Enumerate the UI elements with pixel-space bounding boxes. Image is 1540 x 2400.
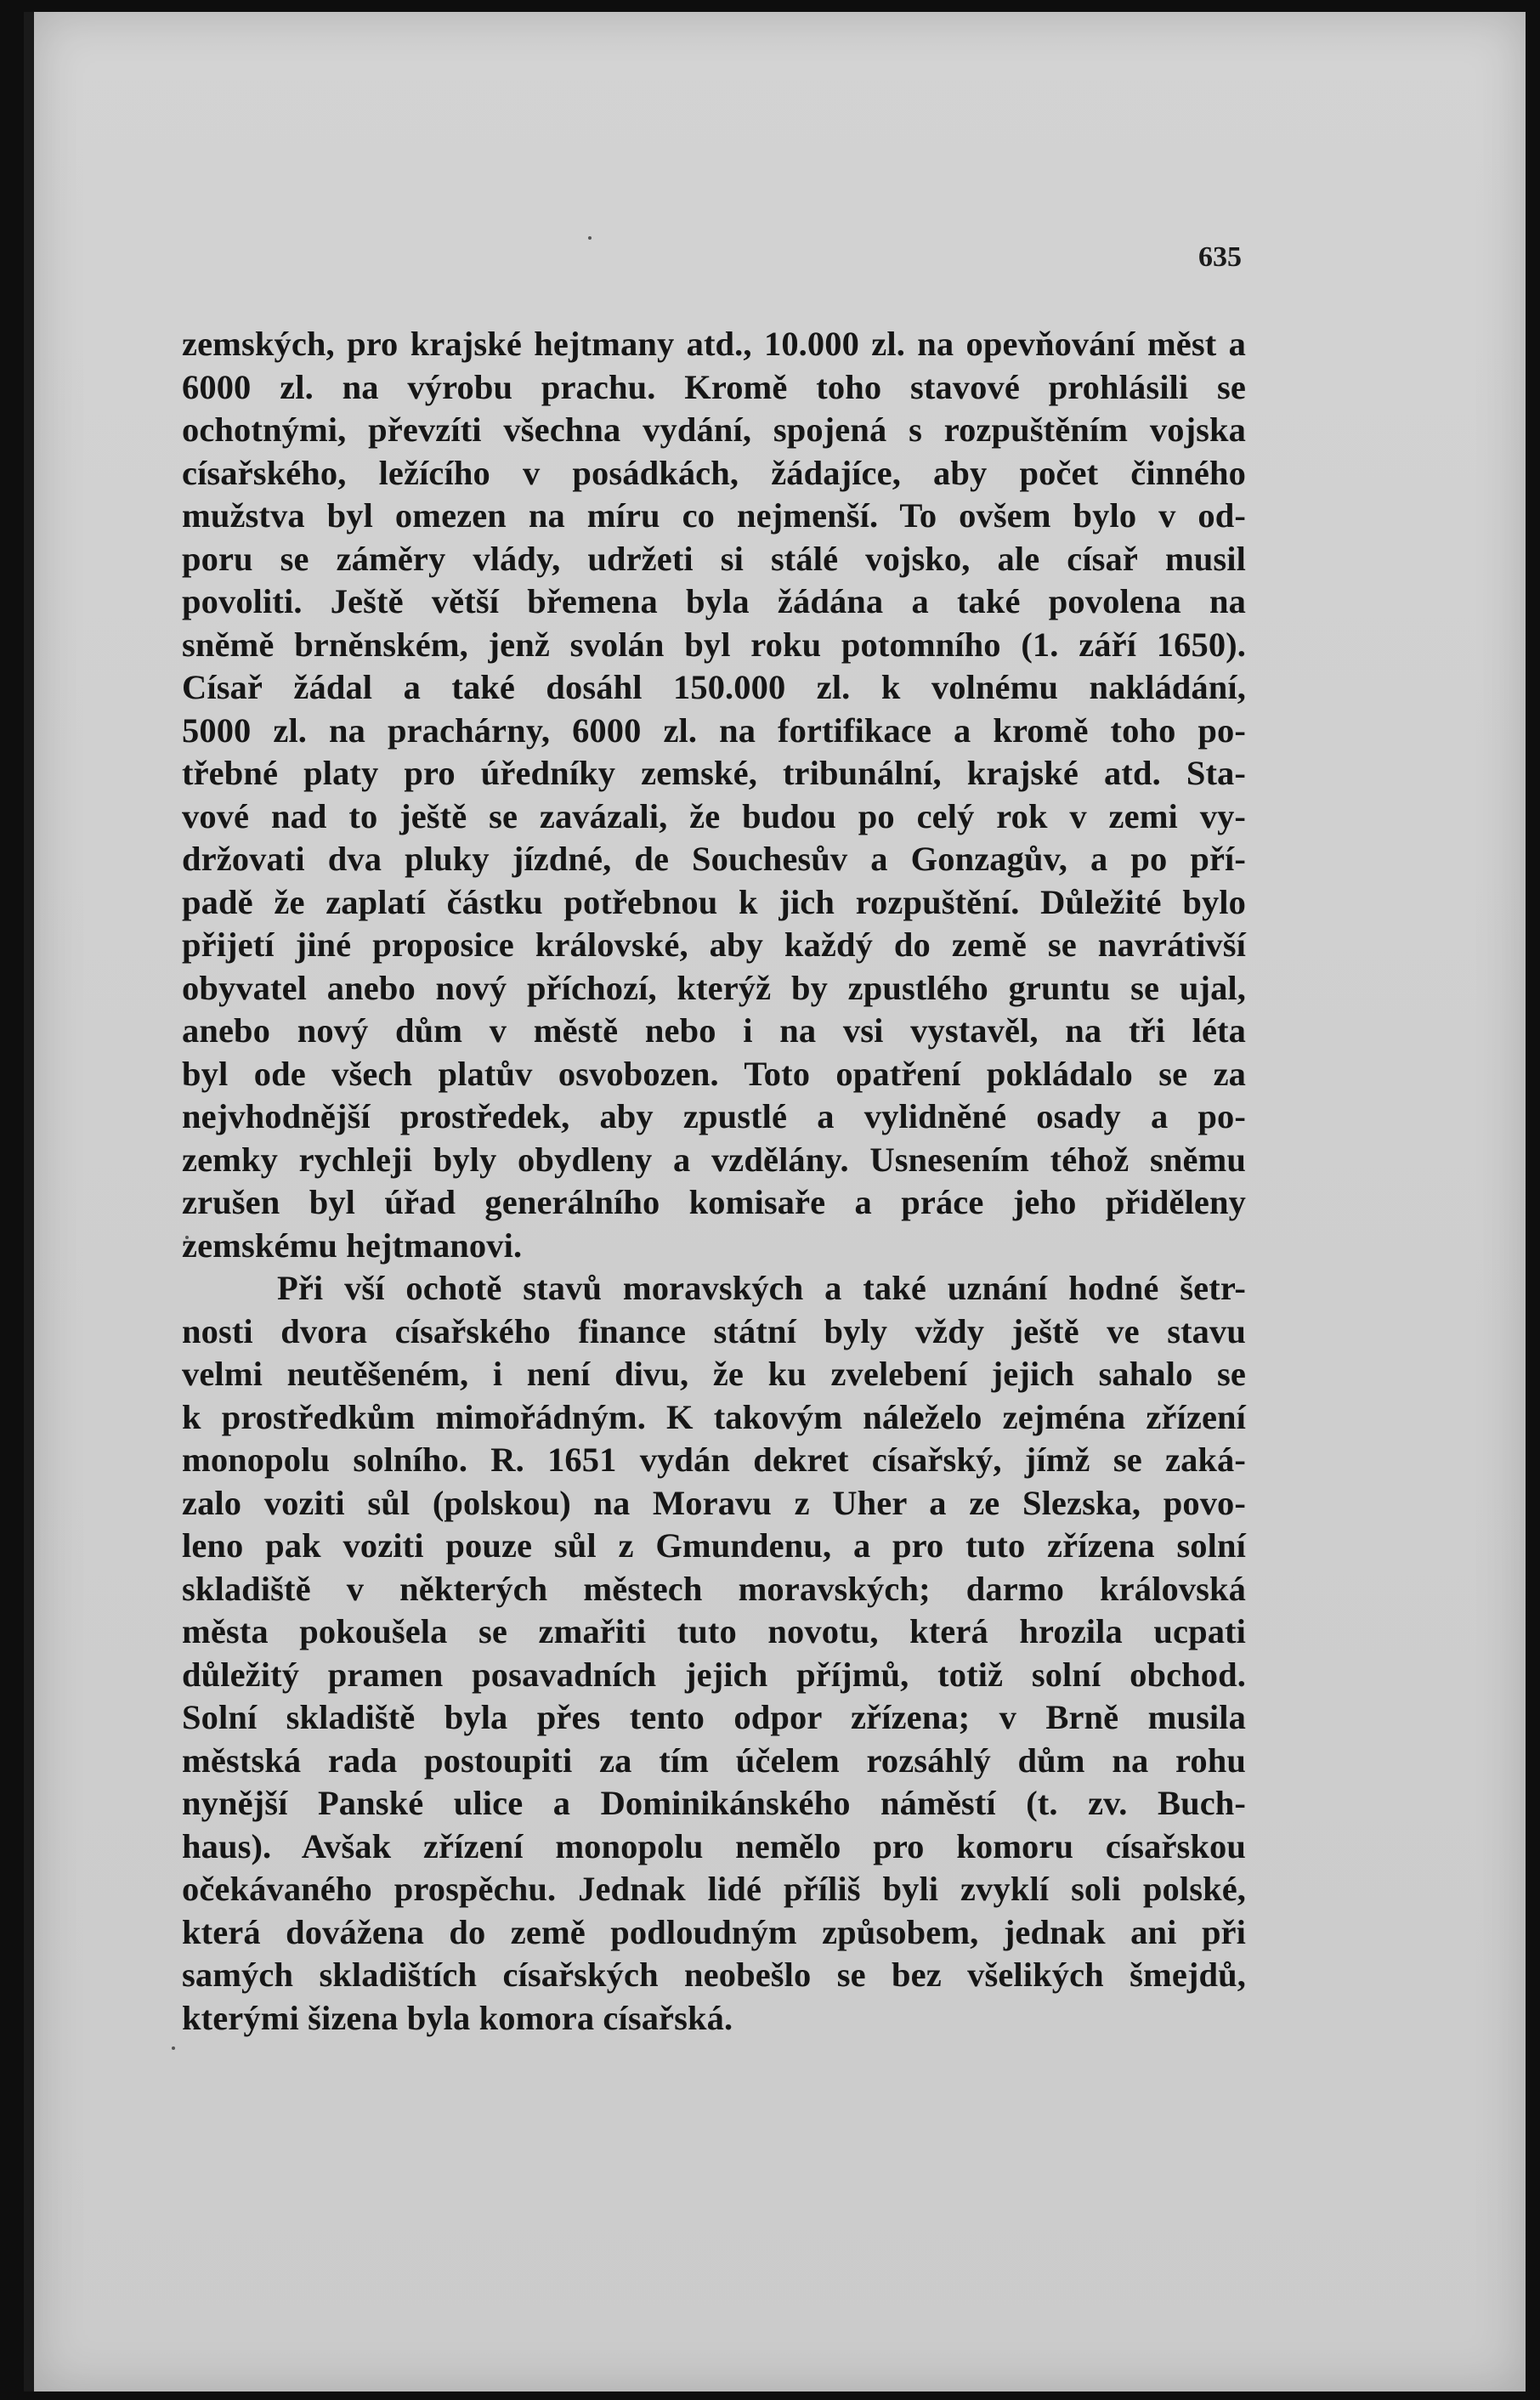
text-line: zalo voziti sůl (polskou) na Moravu z Uher a ze Slezska, povo-	[182, 1483, 1246, 1522]
text-line: k prostředkům mimořádným. K takovým náleželo zejména zřízení	[182, 1397, 1246, 1436]
text-line: 6000 zl. na výrobu prachu. Kromě toho stavové prohlásili se	[182, 367, 1246, 406]
text-line: skladiště v některých městech moravských; darmo královská	[182, 1569, 1246, 1608]
text-line: nynější Panské ulice a Dominikánského náměstí (t. zv. Buch-	[182, 1784, 1246, 1822]
text-line: města pokoušela se zmařiti tuto novotu, která hrozila ucpati	[182, 1612, 1246, 1650]
text-line: městská rada postoupiti za tím účelem rozsáhlý dům na rohu	[182, 1741, 1246, 1780]
text-line: samých skladištích císařských neobešlo se bez všelikých šmejdů,	[182, 1956, 1246, 1994]
text-line: sněmě brněnském, jenž svolán byl roku potomního (1. září 1650).	[182, 625, 1246, 664]
text-line: Císař žádal a také dosáhl 150.000 zl. k volnému nakládání,	[182, 668, 1246, 706]
body-text	[182, 323, 1246, 2040]
text-line: která dovážena do země podloudným způsobem, jednak ani při	[182, 1912, 1246, 1951]
text-line: obyvatel anebo nový příchozí, kterýž by zpustlého gruntu se ujal,	[182, 968, 1246, 1007]
text-line: zemských, pro krajské hejtmany atd., 10.000 zl. na opevňování měst a	[182, 325, 1246, 363]
paragraph	[182, 323, 1246, 1267]
dust-speck	[172, 2046, 175, 2050]
text-line: ochotnými, převzíti všechna vydání, spojená s rozpuštěním vojska	[182, 410, 1246, 449]
text-line: anebo nový dům v městě nebo i na vsi vystavěl, na tři léta	[182, 1011, 1246, 1050]
text-line: poru se záměry vlády, udržeti si stálé vojsko, ale císař musil	[182, 539, 1246, 578]
text-line: mužstva byl omezen na míru co nejmenší. To ovšem bylo v od-	[182, 496, 1246, 535]
text-line: důležitý pramen posavadních jejich příjmů, totiž solní obchod.	[182, 1655, 1246, 1694]
text-line: monopolu solního. R. 1651 vydán dekret císařský, jímž se zaká-	[182, 1441, 1246, 1479]
text-line: 5000 zl. na prachárny, 6000 zl. na fortifikace a kromě toho po-	[182, 710, 1246, 750]
paragraph	[182, 1267, 1246, 2040]
page-number: 635	[1198, 241, 1242, 273]
text-line: nosti dvora císařského finance státní byly vždy ještě ve stavu	[182, 1311, 1246, 1350]
text-line: císařského, ležícího v posádkách, žádajíce, aby počet činného	[182, 453, 1246, 492]
text-line: kterými šizena byla komora císařská.	[182, 1998, 733, 2037]
text-line: leno pak voziti pouze sůl z Gmundenu, a pro tuto zřízena solní	[182, 1526, 1246, 1565]
text-line: byl ode všech platův osvobozen. Toto opatření pokládalo se za	[182, 1054, 1246, 1093]
text-line: nejvhodnější prostředek, aby zpustlé a vylidněné osady a po-	[182, 1097, 1246, 1135]
text-line: velmi neutěšeném, i není divu, že ku zvelebení jejich sahalo se	[182, 1355, 1246, 1393]
text-line: Při vší ochotě stavů moravských a také uznání hodné šetr-	[277, 1269, 1246, 1307]
text-line: zemky rychleji byly obydleny a vzdělány. Usnesením téhož sněmu	[182, 1140, 1246, 1179]
text-line: přijetí jiné proposice královské, aby každý do země se navrátivší	[182, 925, 1246, 964]
text-line: haus). Avšak zřízení monopolu nemělo pro komoru císařskou	[182, 1826, 1246, 1865]
text-line: povoliti. Ještě větší břemena byla žádána a také povolena na	[182, 582, 1246, 620]
text-line: držovati dva pluky jízdné, de Souchesův a Gonzagův, a po pří-	[182, 840, 1246, 878]
dust-speck	[588, 236, 592, 240]
text-line: vové nad to ještě se zavázali, že budou po celý rok v zemi vy-	[182, 796, 1246, 835]
text-line: zemskému hejtmanovi.	[182, 1225, 523, 1265]
text-line: Solní skladiště byla přes tento odpor zřízena; v Brně musila	[182, 1698, 1246, 1736]
text-line: zrušen byl úřad generálního komisaře a práce jeho přiděleny	[182, 1183, 1246, 1221]
text-line: padě že zaplatí částku potřebnou k jich rozpuštění. Důležité bylo	[182, 882, 1246, 921]
text-line: očekávaného prospěchu. Jednak lidé příliš byli zvyklí soli polské,	[182, 1870, 1246, 1908]
text-line: třebné platy pro úředníky zemské, tribunální, krajské atd. Sta-	[182, 754, 1246, 792]
